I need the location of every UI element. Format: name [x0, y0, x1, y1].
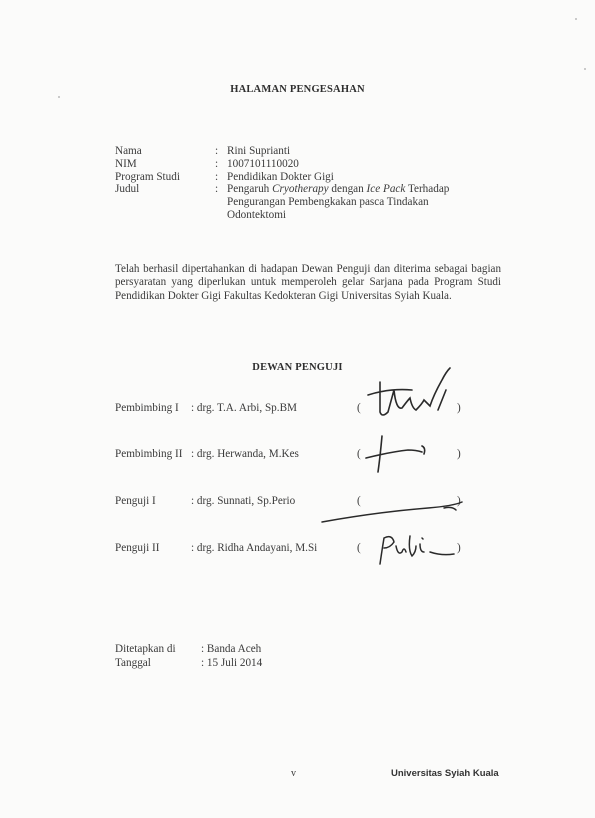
penguji-role: Pembimbing II — [115, 448, 183, 460]
scan-speck — [584, 68, 586, 70]
approval-paragraph: Telah berhasil dipertahankan di hadapan Dewan Penguji dan diterima sebagai bagian persyaratan yang diperlukan untuk memperoleh gelar Sarjana pada Program Studi Pendidikan Dokter Gigi Fakultas Kedokteran Gigi Universitas Syiah Kuala. — [115, 263, 501, 302]
footer-university: Universitas Syiah Kuala — [391, 768, 499, 779]
signature-pembimbing-1 — [350, 360, 470, 430]
penguji-name: : drg. T.A. Arbi, Sp.BM — [191, 402, 297, 414]
info-row-judul — [115, 183, 517, 221]
info-label: NIM — [115, 157, 137, 170]
info-value: Rini Suprianti — [227, 145, 291, 157]
identity-block — [115, 145, 517, 222]
judul-text: Pengaruh — [227, 183, 273, 196]
page-number: v — [291, 768, 296, 779]
info-colon: : — [215, 157, 219, 170]
signature-paren-close: ) — [457, 542, 461, 554]
judul-line-3: Odontektomi — [227, 208, 287, 221]
penguji-role: Penguji II — [115, 542, 160, 554]
ditetapkan-label: Ditetapkan di — [115, 643, 176, 655]
scan-speck — [575, 18, 577, 20]
page-title: HALAMAN PENGESAHAN — [230, 84, 365, 95]
penguji-name: : drg. Herwanda, M.Kes — [191, 448, 299, 460]
penguji-role: Penguji I — [115, 495, 156, 507]
info-row-nama — [115, 145, 517, 158]
judul-value — [227, 183, 517, 221]
info-colon: : — [215, 170, 219, 183]
signature-paren-close: ) — [457, 495, 461, 507]
signature-paren-open: ( — [357, 448, 361, 460]
judul-line-2: Pengurangan Pembengkakan pasca Tindakan — [227, 196, 429, 209]
penguji-row — [115, 402, 356, 414]
judul-italic-term: Cryotherapy — [272, 183, 329, 196]
signature-pembimbing-2 — [360, 428, 440, 478]
info-label: Nama — [115, 145, 142, 157]
penguji-role: Pembimbing I — [115, 402, 179, 414]
info-colon: : — [215, 183, 219, 196]
approval-place-date — [115, 643, 262, 670]
info-value: 1007101110020 — [227, 157, 299, 170]
penguji-row — [115, 448, 356, 460]
judul-italic-term: Ice Pack — [366, 183, 406, 196]
info-row-nim — [115, 158, 517, 171]
info-row-program-studi — [115, 171, 517, 184]
penguji-name: : drg. Ridha Andayani, M.Si — [191, 542, 318, 554]
ditetapkan-value: : Banda Aceh — [201, 643, 262, 655]
info-colon: : — [215, 145, 219, 157]
tanggal-label: Tanggal — [115, 656, 151, 669]
tanggal-value: : 15 Juli 2014 — [201, 656, 263, 669]
signature-paren-open: ( — [357, 402, 361, 414]
signature-paren-close: ) — [457, 448, 461, 460]
signature-paren-open: ( — [357, 542, 361, 554]
tanggal-row — [115, 657, 262, 671]
signature-paren-open: ( — [357, 495, 361, 507]
signature-penguji-1 — [318, 494, 468, 526]
scan-speck — [58, 96, 60, 98]
penguji-name: : drg. Sunnati, Sp.Perio — [191, 495, 296, 507]
info-label: Program Studi — [115, 170, 180, 183]
info-label: Judul — [115, 183, 140, 196]
signature-penguji-2 — [372, 530, 462, 570]
judul-text: Terhadap — [405, 183, 450, 196]
ditetapkan-row — [115, 643, 262, 657]
signature-paren-close: ) — [457, 402, 461, 414]
info-value: Pendidikan Dokter Gigi — [227, 170, 334, 183]
penguji-row — [115, 542, 356, 554]
judul-text: dengan — [328, 183, 367, 196]
section-heading-dewan-penguji: DEWAN PENGUJI — [252, 362, 343, 373]
